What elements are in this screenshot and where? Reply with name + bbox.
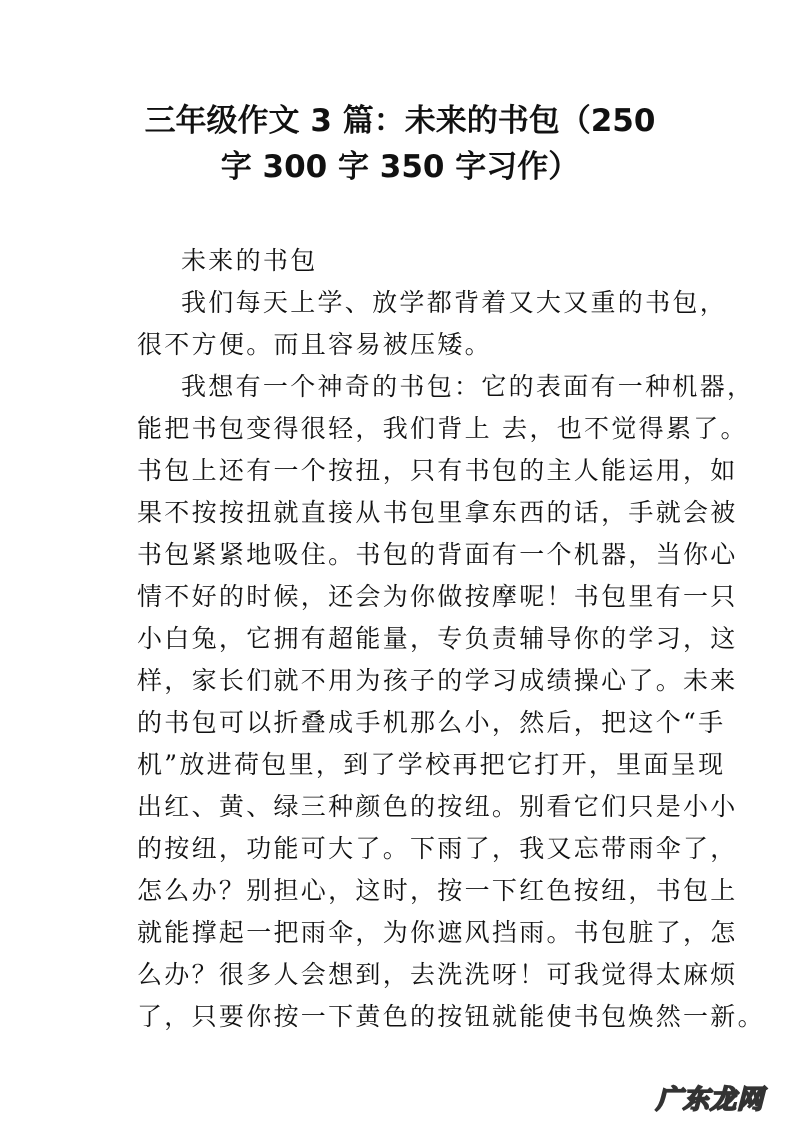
text-line: 很不方便。而且容易被压矮。: [137, 330, 492, 359]
text-line: 机”放进荷包里，到了学校再把它打开，里面呈现: [137, 750, 726, 779]
text-line: 样，家长们就不用为孩子的学习成绩操心了。未来: [137, 666, 738, 695]
text-line: 小白兔，它拥有超能量，专负责辅导你的学习，这: [137, 624, 738, 653]
text-line: 我们每天上学、放学都背着又大又重的书包，: [181, 288, 728, 317]
essay-heading: 未来的书包: [181, 246, 318, 275]
text-line: 了，只要你按一下黄色的按钮就能使书包焕然一新。: [137, 1002, 765, 1031]
text-line: 就能撑起一把雨伞，为你遮风挡雨。书包脏了，怎: [137, 918, 738, 947]
document-title: [0, 98, 800, 190]
text-line: 能把书包变得很轻，我们背上 去，也不觉得累了。: [137, 414, 748, 443]
text-line: 怎么办？别担心，这时，按一下红色按纽，书包上: [137, 876, 738, 905]
document-body: [137, 240, 765, 1038]
text-line: 情不好的时候，还会为你做按摩呢！书包里有一只: [137, 582, 738, 611]
text-line: 的按纽，功能可大了。下雨了，我又忘带雨伞了，: [137, 834, 738, 863]
text-line: 我想有一个神奇的书包：它的表面有一种机器，: [181, 372, 755, 401]
text-line: 书包上还有一个按扭，只有书包的主人能运用，如: [137, 456, 738, 485]
watermark-logo: 广东龙网: [655, 1085, 764, 1115]
text-line: 果不按按扭就直接从书包里拿东西的话，手就会被: [137, 498, 738, 527]
title-line-2: 字 300 字 350 字习作）: [220, 149, 580, 185]
text-line: 么办？很多人会想到，去洗洗呀！可我觉得太麻烦: [137, 960, 738, 989]
text-line: 书包紧紧地吸住。书包的背面有一个机器，当你心: [137, 540, 738, 569]
title-line-1: 三年级作文 3 篇：未来的书包（250: [144, 103, 656, 139]
text-line: 出红、黄、绿三种颜色的按纽。别看它们只是小小: [137, 792, 738, 821]
text-line: 的书包可以折叠成手机那么小，然后，把这个“手: [137, 708, 726, 737]
